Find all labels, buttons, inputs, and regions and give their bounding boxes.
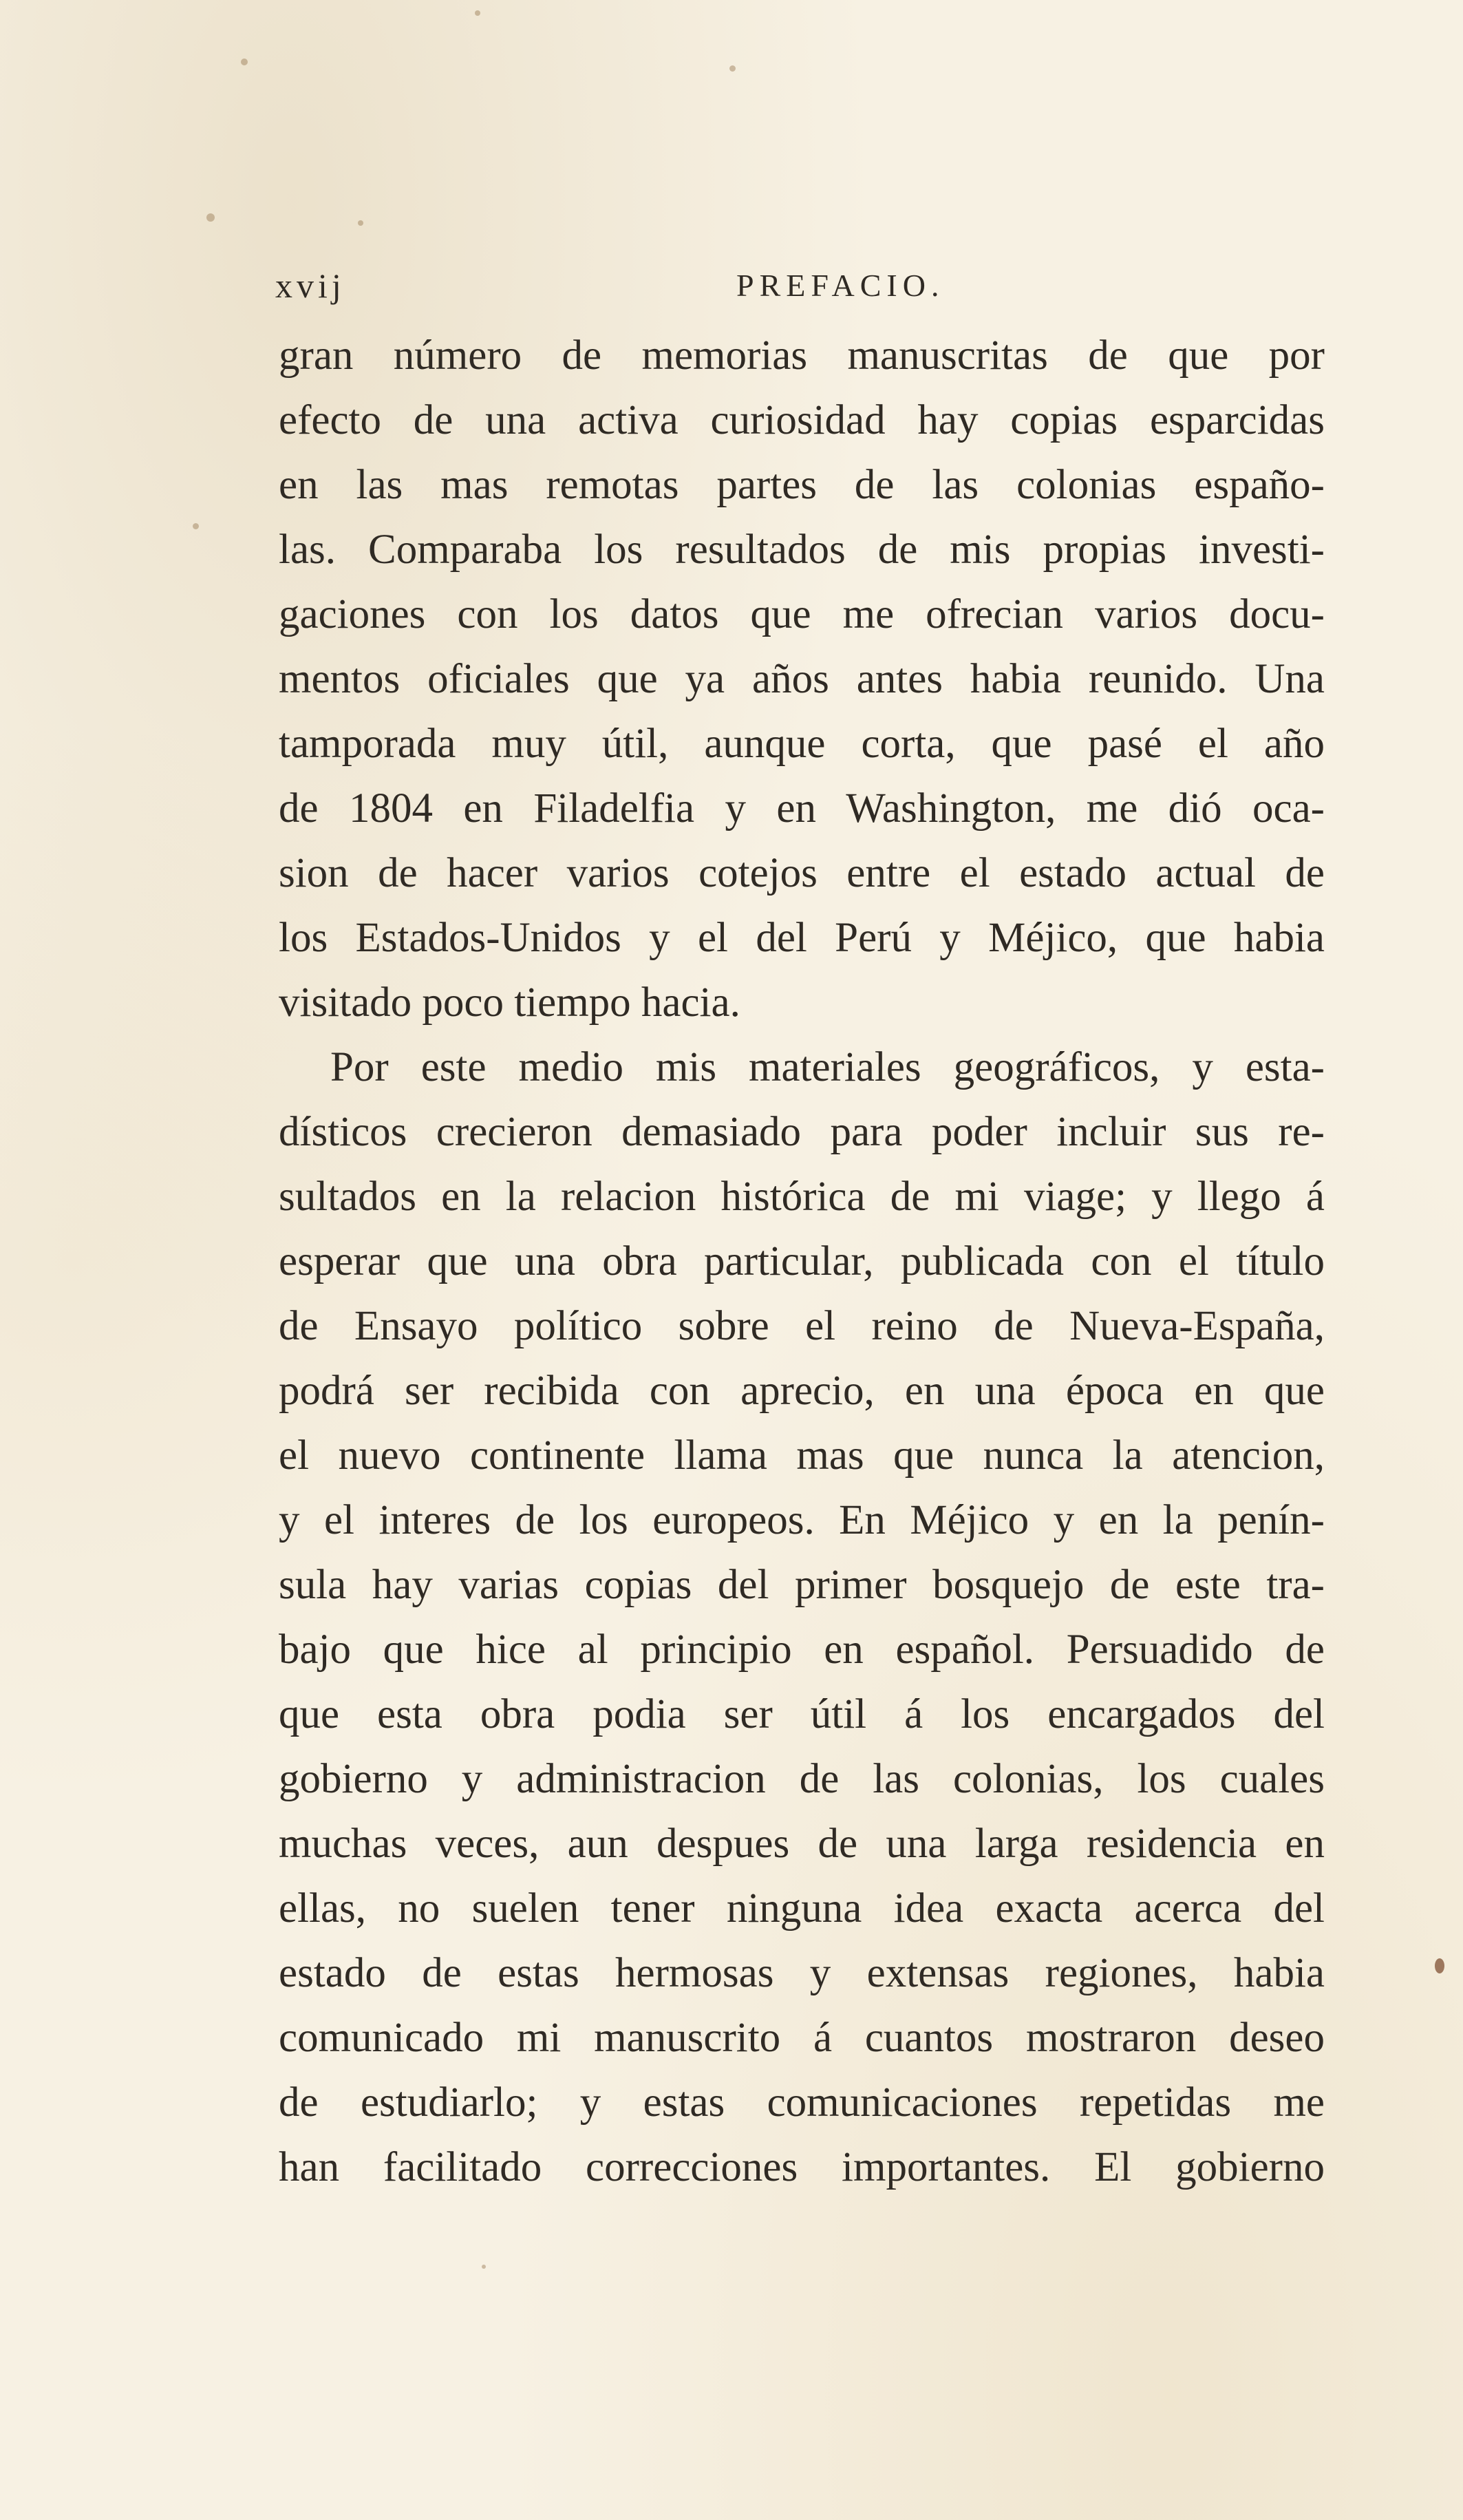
page-number: xvij <box>275 266 345 305</box>
text-line: dísticos crecieron demasiado para poder incluir sus re- <box>279 1109 1325 1155</box>
text-line: el nuevo continente llama mas que nunca la atencion, <box>279 1432 1325 1479</box>
text-line: las. Comparaba los resultados de mis propias investi- <box>279 527 1325 573</box>
text-line: ellas, no suelen tener ninguna idea exacta acerca del <box>279 1885 1325 1931</box>
text-line: esperar que una obra particular, publicada con el título <box>279 1238 1325 1284</box>
text-line: gobierno y administracion de las colonias, los cuales <box>279 1756 1325 1802</box>
text-line: mentos oficiales que ya años antes habia reunido. Una <box>279 656 1325 702</box>
text-line: efecto de una activa curiosidad hay copias esparcidas <box>279 397 1325 443</box>
text-line: tamporada muy útil, aunque corta, que pasé el año <box>279 721 1325 767</box>
text-line: y el interes de los europeos. En Méjico y en la penín- <box>279 1497 1325 1543</box>
page-header <box>275 258 1321 313</box>
text-line: estado de estas hermosas y extensas regiones, habia <box>279 1950 1325 1996</box>
text-line: muchas veces, aun despues de una larga residencia en <box>279 1821 1325 1867</box>
text-line: sula hay varias copias del primer bosquejo de este tra- <box>279 1562 1325 1608</box>
text-line: gaciones con los datos que me ofrecian varios docu- <box>279 591 1325 637</box>
running-head: PREFACIO. <box>736 268 945 303</box>
text-line: sion de hacer varios cotejos entre el estado actual de <box>279 850 1325 896</box>
text-line: de estudiarlo; y estas comunicaciones repetidas me <box>279 2079 1325 2126</box>
text-line: gran número de memorias manuscritas de que por <box>279 332 1325 379</box>
text-line: que esta obra podia ser útil á los encargados del <box>279 1691 1325 1737</box>
text-line: visitado poco tiempo hacia. <box>279 980 740 1026</box>
text-line: han facilitado correcciones importantes. El gobierno <box>279 2144 1325 2190</box>
text-line: de Ensayo político sobre el reino de Nueva-España, <box>279 1303 1325 1349</box>
text-line: en las mas remotas partes de las colonias españo- <box>279 462 1325 508</box>
body-text <box>279 324 1325 2200</box>
text-line: de 1804 en Filadelfia y en Washington, me dió oca- <box>279 785 1325 832</box>
text-line: Por este medio mis materiales geográficos, y esta- <box>330 1044 1325 1090</box>
text-line: bajo que hice al principio en español. Persuadido de <box>279 1627 1325 1673</box>
text-line: podrá ser recibida con aprecio, en una época en que <box>279 1368 1325 1414</box>
text-line: los Estados-Unidos y el del Perú y Méjico, que habia <box>279 915 1325 961</box>
text-line: sultados en la relacion histórica de mi viage; y llego á <box>279 1174 1325 1220</box>
text-line: comunicado mi manuscrito á cuantos mostraron deseo <box>279 2015 1325 2061</box>
